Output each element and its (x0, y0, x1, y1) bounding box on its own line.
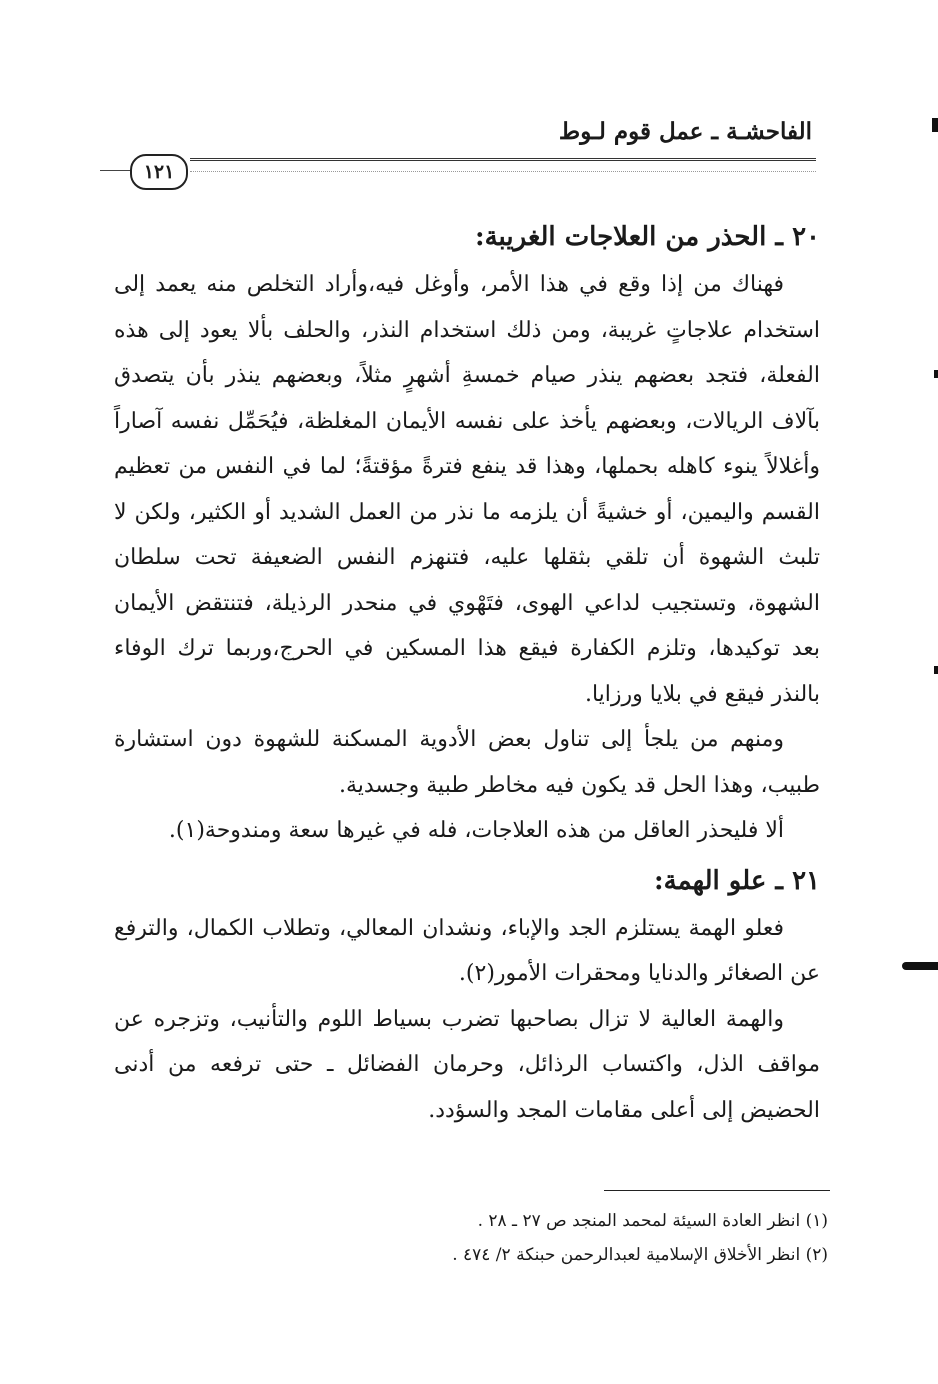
scan-edge-mark (934, 666, 938, 674)
header-rule (190, 158, 816, 161)
scan-edge-mark (934, 370, 938, 378)
paragraph: ألا فليحذر العاقل من هذه العلاجات، فله في غيرها سعة ومندوحة(١). (168, 818, 784, 843)
paragraph: والهمة العالية لا تزال بصاحبها تضرب بسياط اللوم والتأنيب، وتزجره عن مواقف الذل، واكتساب الرذائل، وحرمان الفضائل ـ حتى ترفعه من أدنى الحضيض إلى أعلى مقامات المجد والسؤدد. (114, 1006, 820, 1123)
paragraph: فعلو الهمة يستلزم الجد والإباء، ونشدان المعالي، وتطلاب الكمال، والترفع عن الصغائر والدنايا ومحقرات الأمور(٢). (114, 915, 820, 986)
page-number: ١٢١ (143, 161, 175, 183)
paragraph: ومنهم من يلجأ إلى تناول بعض الأدوية المسكنة للشهوة دون استشارة طبيب، وهذا الحل قد يكون فيه مخاطر طبية وجسدية. (114, 727, 820, 798)
running-header-title: الفاحشـة ـ عمل قوم لـوط (558, 118, 812, 145)
paragraph: فهناك من إذا وقع في هذا الأمر، وأوغل فيه،وأراد التخلص منه يعمد إلى استخدام علاجاتٍ غريبة، ومن ذلك استخدام النذر، والحلف بألا يعود إلى هذه الفعلة، فتجد بعضهم ينذر صيام خمسةِ أشهرٍ مثلاً، وبعضهم ينذر بأن يتصدق بآلاف الريالات، وبعضهم يأخذ على نفسه الأيمان المغلظة، فيُحَمِّل نفسه آصاراً وأغلالاً ينوء كاهله بحملها، وهذا قد ينفع فترةً مؤقتةً؛ لما في النفس من تعظيم القسم واليمين، أو خشيةً أن يلزمه ما نذر من العمل الشديد أو الكثير، ولكن لا تلبث الشهوة أن تلقي بثقلها عليه، فتنهزم النفس الضعيفة تحت سلطان الشهوة، وتستجيب لداعي الهوى، فتَهْوي في منحدر الرذيلة، فتنتقض الأيمان بعد توكيدها، وتلزم الكفارة فيقع هذا المسكين في الحرج،وربما ترك الوفاء بالنذر فيقع في بلايا ورزايا. (114, 272, 821, 707)
scan-edge-mark (932, 118, 938, 132)
header-dotted-rule (190, 171, 816, 172)
main-content (114, 212, 820, 1133)
footnote-2: (٢) انظر الأخلاق الإسلامية لعبدالرحمن حبنكة ٢/ ٤٧٤ . (452, 1245, 828, 1265)
footnote-separator (604, 1190, 830, 1191)
header-rule-left (100, 170, 130, 171)
section-title-20: ٢٠ ـ الحذر من العلاجات الغريبة: (475, 222, 820, 252)
page-number-badge (130, 154, 188, 190)
footnote-1: (١) انظر العادة السيئة لمحمد المنجد ص ٢٧ ـ ٢٨ . (477, 1211, 828, 1231)
section-title-21: ٢١ ـ علو الهمة: (654, 865, 820, 896)
footnotes (122, 1204, 828, 1272)
scan-edge-mark (902, 962, 938, 970)
